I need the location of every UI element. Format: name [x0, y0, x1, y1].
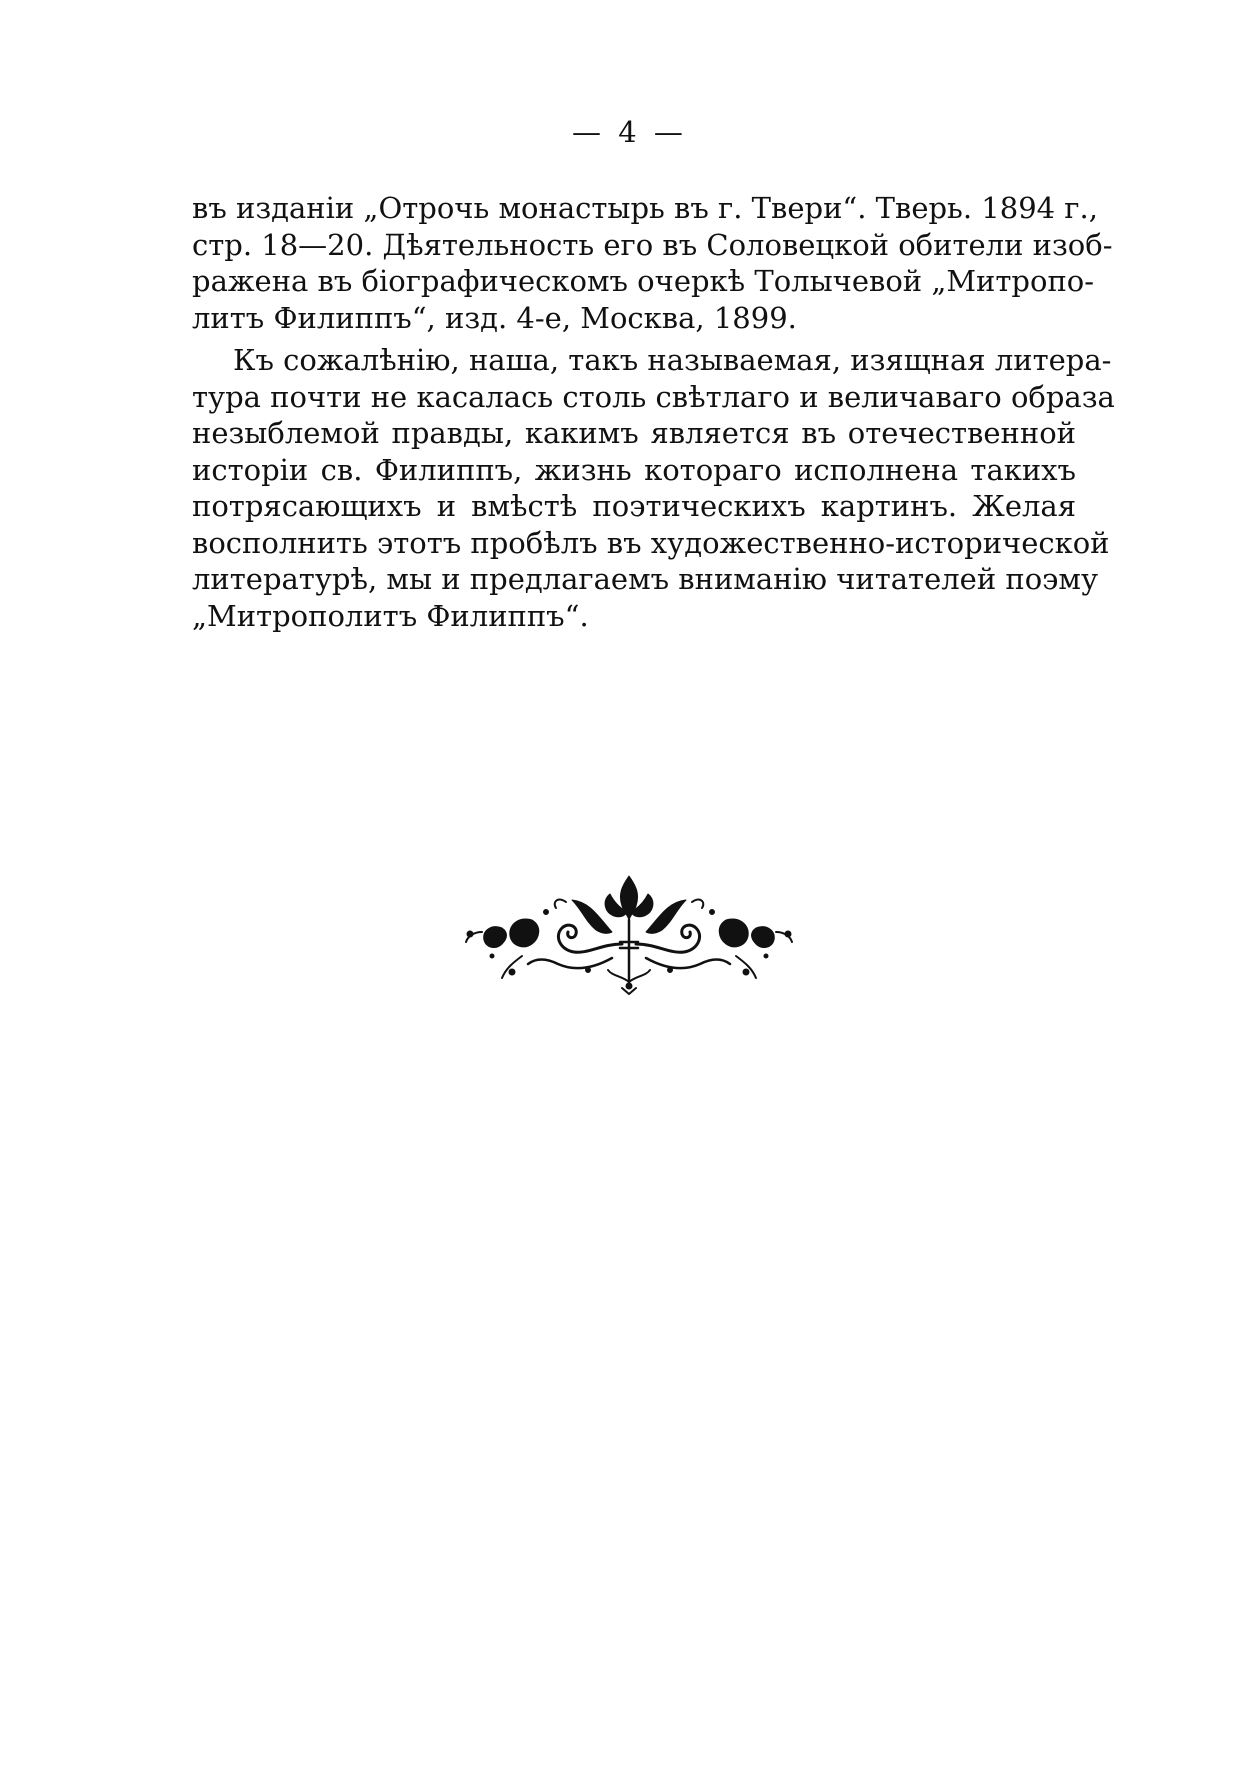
- text-line: восполнить этотъ пробѣлъ въ художественно-исторической: [192, 525, 1110, 560]
- text-line: литъ Филиппъ“, изд. 4-е, Москва, 1899.: [192, 300, 797, 335]
- paragraph-2: [192, 342, 1115, 634]
- text-line: стр. 18—20. Дѣятельность его въ Соловецкой обители изоб-: [192, 227, 1113, 262]
- paragraph-1: [192, 190, 1113, 336]
- text-line: исторіи св. Филиппъ, жизнь котораго исполнена такихъ: [192, 452, 1076, 487]
- floral-vignette-icon: [462, 872, 796, 996]
- text-line: незыблемой правды, какимъ является въ отечественной: [192, 416, 1076, 450]
- text-line: тура почти не касалась столь свѣтлаго и величаваго образа: [192, 379, 1115, 414]
- body-text: [192, 190, 1115, 634]
- text-line: „Митрополитъ Филиппъ“.: [192, 598, 589, 633]
- page-number: — 4 —: [572, 115, 687, 149]
- text-line: литературѣ, мы и предлагаемъ вниманію читателей поэму: [192, 562, 1099, 596]
- text-line: въ изданіи „Отрочь монастырь въ г. Твери“. Тверь. 1894 г.,: [192, 191, 1098, 225]
- text-line: Къ сожалѣнію, наша, такъ называемая, изящная литера-: [233, 343, 1112, 377]
- text-line: ражена въ біографическомъ очеркѣ Толычевой „Митропо-: [192, 264, 1095, 298]
- text-line: потрясающихъ и вмѣстѣ поэтическихъ картинъ. Желая: [192, 489, 1076, 523]
